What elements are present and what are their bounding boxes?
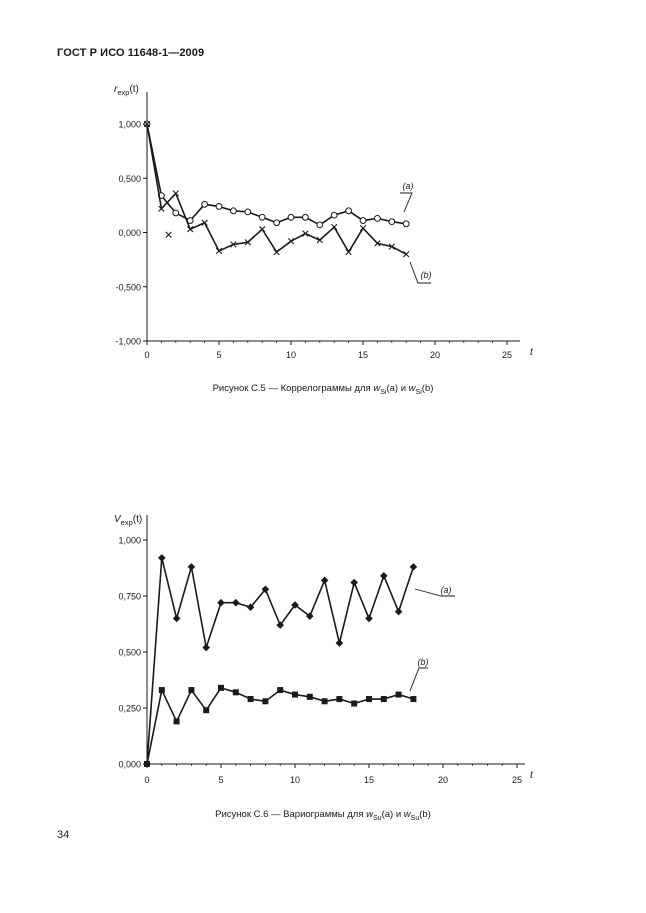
data-point	[317, 237, 323, 243]
data-point	[317, 222, 323, 228]
data-point	[403, 221, 409, 227]
data-point	[307, 694, 313, 700]
y-tick-label: 0,000	[118, 228, 141, 238]
caption-sub-b: Su	[410, 814, 420, 822]
y-tick-label: 1,000	[118, 119, 141, 130]
series-label: (a)	[402, 181, 414, 191]
data-point	[173, 210, 179, 216]
data-point	[144, 761, 150, 767]
caption-conj: и	[398, 383, 409, 394]
data-point	[389, 219, 395, 225]
data-point	[375, 215, 381, 221]
x-tick-label: 10	[289, 775, 301, 785]
data-point	[274, 249, 280, 255]
caption-var-a: w	[373, 383, 381, 394]
data-point	[350, 579, 358, 587]
data-point	[360, 225, 366, 231]
data-point	[233, 689, 239, 695]
data-point	[331, 224, 337, 230]
caption-var-b: w	[403, 809, 411, 820]
x-tick-label: 25	[511, 775, 523, 785]
caption-var-a: w	[366, 809, 373, 820]
x-axis-label: t	[530, 770, 533, 781]
caption-prefix: Рисунок С.5 — Коррелограммы для	[212, 383, 374, 394]
data-point	[346, 249, 352, 255]
y-axis-label: $V_{exp}(t)$	[114, 514, 143, 527]
series-label: (b)	[417, 657, 429, 667]
data-point	[188, 687, 194, 693]
data-point	[277, 687, 283, 693]
series-label-leader	[410, 668, 428, 691]
caption-a: (a)	[386, 383, 399, 394]
data-point	[166, 232, 172, 238]
data-point	[231, 208, 237, 214]
x-tick-label: 20	[429, 350, 441, 360]
y-tick-label: 1,000	[118, 535, 141, 546]
y-tick-label: 0,250	[118, 703, 141, 714]
y-tick-label: 0,500	[118, 173, 141, 184]
caption-sub-a: Si	[380, 388, 387, 396]
x-tick-label: 0	[144, 350, 150, 360]
caption-b: (b)	[421, 383, 434, 394]
x-tick-label: 5	[218, 775, 224, 785]
data-point	[262, 698, 268, 704]
caption-sub-b: Si	[415, 388, 422, 396]
x-tick-label: 5	[216, 350, 222, 360]
data-point	[259, 214, 265, 220]
x-tick-label: 20	[437, 775, 449, 785]
data-point	[336, 639, 344, 647]
y-tick-label: 0,000	[118, 759, 141, 770]
series-line	[147, 688, 413, 764]
data-point	[173, 615, 181, 623]
caption-conj: и	[393, 809, 404, 820]
data-point	[396, 692, 402, 698]
series-label: (a)	[440, 585, 452, 595]
series-label: (b)	[420, 270, 432, 280]
series-b	[144, 685, 416, 767]
data-point	[288, 238, 294, 244]
data-point	[202, 201, 208, 207]
data-point	[366, 696, 372, 702]
y-tick-label: 0,750	[118, 591, 141, 602]
figure-caption-c5	[0, 383, 646, 396]
caption-var-b: w	[408, 383, 416, 394]
data-point	[248, 696, 254, 702]
data-point	[217, 599, 225, 607]
chart-2	[114, 514, 534, 785]
data-point	[303, 214, 309, 220]
data-point	[174, 718, 180, 724]
caption-b: (b)	[419, 809, 431, 820]
data-point	[381, 696, 387, 702]
data-point	[159, 687, 165, 693]
series-a	[143, 554, 417, 768]
data-point	[188, 563, 196, 571]
x-tick-label: 15	[357, 350, 369, 360]
data-point	[346, 208, 352, 214]
x-axis-label: t	[530, 347, 533, 358]
series-line	[147, 558, 413, 764]
data-point	[203, 707, 209, 713]
data-point	[292, 692, 298, 698]
y-tick-label: 0,500	[118, 647, 141, 658]
data-point	[336, 696, 342, 702]
data-point	[202, 644, 210, 652]
y-axis-label: $r_{exp}(t)$	[114, 84, 139, 97]
data-point	[410, 696, 416, 702]
data-point	[245, 209, 251, 215]
data-point	[395, 608, 403, 616]
data-point	[288, 214, 294, 220]
data-point	[232, 599, 240, 607]
data-point	[216, 248, 222, 254]
data-point	[274, 220, 280, 226]
x-tick-label: 10	[285, 350, 297, 360]
data-point	[351, 701, 357, 707]
data-point	[259, 226, 265, 232]
x-tick-label: 0	[144, 775, 150, 785]
data-point	[365, 615, 373, 623]
figure-caption-c6	[0, 809, 646, 822]
x-tick-label: 25	[501, 350, 513, 360]
caption-prefix: Рисунок С.6 — Вариограммы для	[215, 809, 367, 820]
series-line	[147, 124, 406, 254]
chart-1	[114, 84, 534, 360]
data-point	[410, 563, 418, 571]
data-point	[360, 218, 366, 224]
data-point	[331, 212, 337, 218]
x-tick-label: 15	[363, 775, 375, 785]
series-b	[144, 121, 409, 257]
data-point	[403, 251, 409, 257]
caption-sub-a: Su	[373, 814, 382, 822]
series-label-leader	[400, 193, 412, 212]
y-tick-label: -1,000	[115, 336, 141, 347]
data-point	[202, 220, 208, 226]
data-point	[322, 698, 328, 704]
data-point	[380, 572, 388, 580]
y-tick-label: -0,500	[115, 282, 141, 293]
document-header: ГОСТ Р ИСО 11648-1—2009	[57, 47, 205, 59]
data-point	[158, 554, 166, 562]
caption-a: (a)	[381, 809, 394, 820]
series-line	[147, 124, 406, 225]
data-point	[303, 231, 309, 237]
page-number: 34	[57, 829, 70, 841]
data-point	[218, 685, 224, 691]
data-point	[216, 204, 222, 210]
data-point	[321, 577, 329, 585]
